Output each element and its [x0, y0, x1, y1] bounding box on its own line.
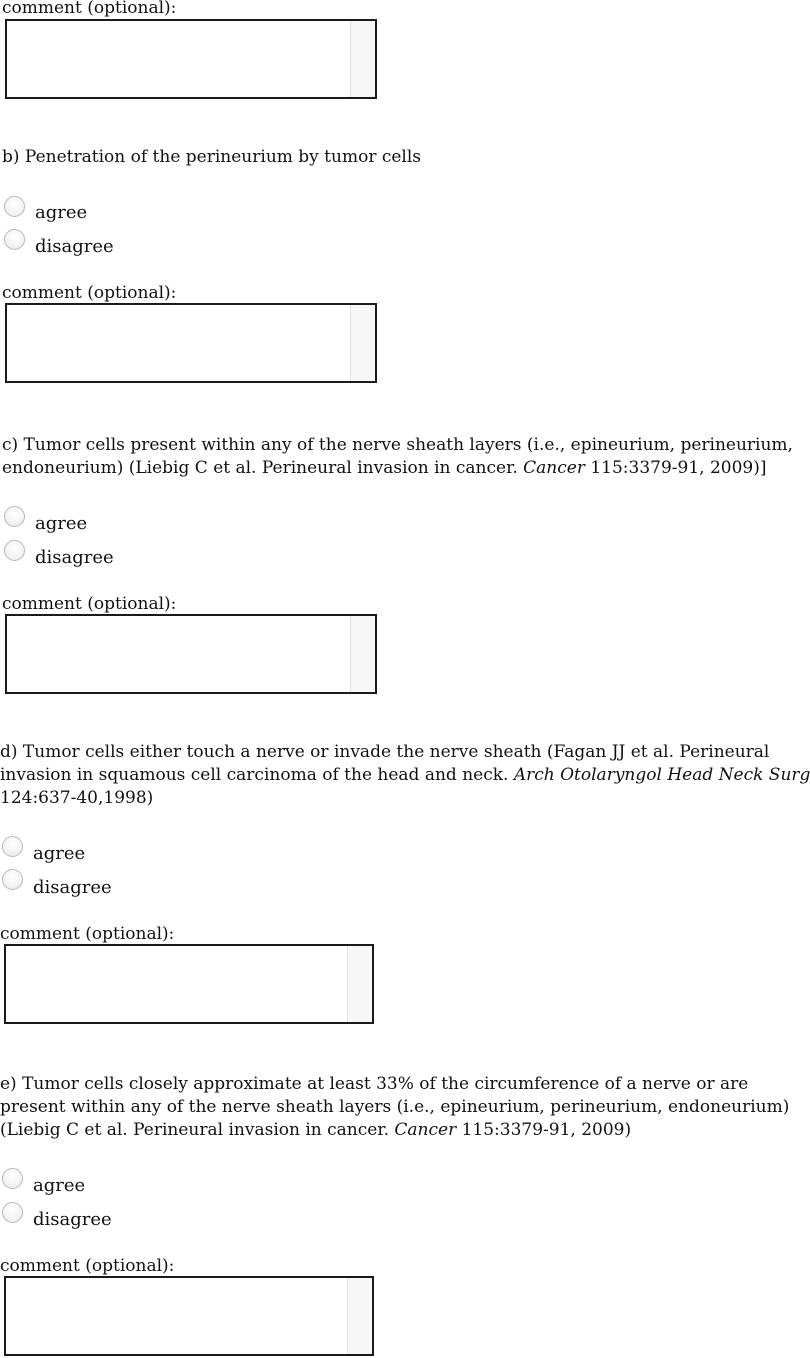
textarea-scrollbar[interactable]: [350, 305, 375, 381]
comment-textarea-b[interactable]: [5, 303, 377, 383]
radio-b-disagree[interactable]: [4, 229, 25, 250]
radio-c-disagree[interactable]: [4, 540, 25, 561]
radio-e-disagree[interactable]: [2, 1202, 23, 1223]
option-label-d-disagree[interactable]: disagree: [33, 877, 112, 898]
textarea-scrollbar[interactable]: [347, 946, 372, 1022]
option-label-d-agree[interactable]: agree: [33, 843, 86, 864]
question-b-text: b) Penetration of the perineurium by tumor cells: [2, 147, 422, 167]
comment-label-b: comment (optional):: [2, 283, 177, 303]
option-label-c-agree[interactable]: agree: [35, 513, 88, 534]
option-label-e-agree[interactable]: agree: [33, 1175, 86, 1196]
radio-c-agree[interactable]: [4, 506, 25, 527]
radio-d-disagree[interactable]: [2, 869, 23, 890]
comment-label-e: comment (optional):: [0, 1256, 175, 1276]
comment-textarea-d[interactable]: [4, 944, 374, 1024]
radio-d-agree[interactable]: [2, 836, 23, 857]
comment-label-a: comment (optional):: [2, 0, 177, 18]
textarea-scrollbar[interactable]: [347, 1278, 372, 1354]
question-c-text: c) Tumor cells present within any of the nerve sheath layers (i.e., epineurium, perineurium, endoneurium) (Liebig C et al. Perineural invasion in cancer. Cancer 115:3379-91, 2009)]: [2, 435, 793, 478]
question-e-text: e) Tumor cells closely approximate at least 33% of the circumference of a nerve or are present within any of the nerve sheath layers (i.e., epineurium, perineurium, endoneurium) (Liebig C et al. Perineural invasion in cancer. Cancer 115:3379-91, 2009): [0, 1074, 790, 1140]
option-label-e-disagree[interactable]: disagree: [33, 1209, 112, 1230]
comment-textarea-e[interactable]: [4, 1276, 374, 1356]
option-label-c-disagree[interactable]: disagree: [35, 547, 114, 568]
comment-label-d: comment (optional):: [0, 924, 175, 944]
option-label-b-disagree[interactable]: disagree: [35, 236, 114, 257]
option-label-b-agree[interactable]: agree: [35, 202, 88, 223]
comment-textarea-a[interactable]: [5, 19, 377, 99]
textarea-scrollbar[interactable]: [350, 21, 375, 97]
comment-textarea-c[interactable]: [5, 614, 377, 694]
question-d-text: d) Tumor cells either touch a nerve or invade the nerve sheath (Fagan JJ et al. Perineural invasion in squamous cell carcinoma of the head and neck. Arch Otolaryngol Head Neck Surg 124:637-40,1998): [0, 742, 810, 808]
radio-e-agree[interactable]: [2, 1168, 23, 1189]
radio-b-agree[interactable]: [4, 196, 25, 217]
comment-label-c: comment (optional):: [2, 594, 177, 614]
textarea-scrollbar[interactable]: [350, 616, 375, 692]
